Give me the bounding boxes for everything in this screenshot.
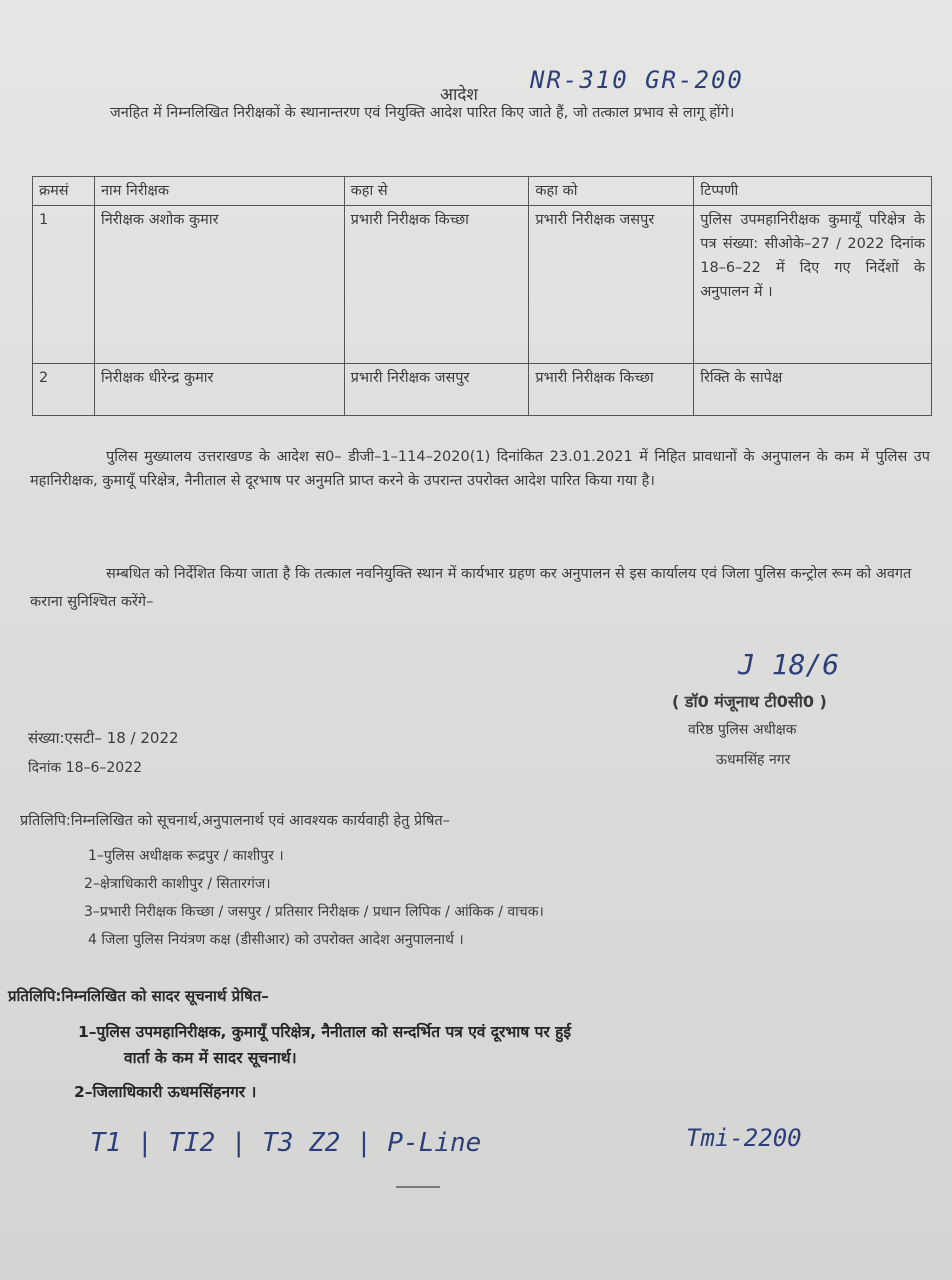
handwritten-reference: NR-310 GR-200 [530,66,744,94]
header-remark: टिप्पणी [694,177,932,206]
handwritten-note: Tmi-2200 [686,1124,802,1152]
cell-remark: पुलिस उपमहानिरीक्षक कुमायूँ परिक्षेत्र के पत्र संख्या: सीओके–27 / 2022 दिनांक 18–6–22 में दिए गए निर्देशों के अनुपालन में । [694,206,932,364]
signatory-place: ऊधमसिंह नगर [716,752,791,768]
cell-to: प्रभारी निरीक्षक किच्छा [529,364,694,416]
header-sn: क्रमसं [33,177,95,206]
cell-name: निरीक्षक अशोक कुमार [94,206,344,364]
list-item: वार्ता के कम में सादर सूचनार्थ। [124,1049,297,1067]
signatory-name: ( डॉ0 मंजूनाथ टी0सी0 ) [672,692,827,711]
signatory-designation: वरिष्ठ पुलिस अधीक्षक [688,722,797,738]
list-item: 2–जिलाधिकारी ऊधमसिंहनगर । [74,1083,257,1101]
table-row [33,364,932,416]
list-item: 3–प्रभारी निरीक्षक किच्छा / जसपुर / प्रतिसार निरीक्षक / प्रधान लिपिक / आंकिक / वाचक। [84,904,544,920]
order-title: आदेश [440,85,478,105]
divider [396,1186,440,1188]
respectful-copy-heading: प्रतिलिपि:निम्नलिखित को सादर सूचनार्थ प्रेषित– [8,987,269,1005]
cell-name: निरीक्षक धीरेन्द्र कुमार [94,364,344,416]
list-item: 4 जिला पुलिस नियंत्रण कक्ष (डीसीआर) को उपरोक्त आदेश अनुपालनार्थ । [88,932,464,948]
cell-from: प्रभारी निरीक्षक जसपुर [344,364,529,416]
transfer-table [32,176,932,416]
cell-remark: रिक्ति के सापेक्ष [694,364,932,416]
signature-initial: J 18/6 [738,648,840,681]
reference-date: दिनांक 18–6–2022 [28,760,143,776]
copy-list-heading: प्रतिलिपि:निम्नलिखित को सूचनार्थ,अनुपालनार्थ एवं आवश्यक कार्यवाही हेतु प्रेषित– [20,813,450,829]
list-item: 2–क्षेत्राधिकारी काशीपुर / सितारगंज। [84,876,271,892]
reference-number: संख्या:एसटी– 18 / 2022 [28,729,179,747]
table-row [33,206,932,364]
header-name: नाम निरीक्षक [94,177,344,206]
list-item: 1–पुलिस उपमहानिरीक्षक, कुमायूँ परिक्षेत्र, नैनीताल को सन्दर्भित पत्र एवं दूरभाष पर हुई [78,1023,571,1041]
headquarters-paragraph: पुलिस मुख्यालय उत्तराखण्ड के आदेश स0– डीजी–1–114–2020(1) दिनांकित 23.01.2021 में निहित प्रावधानों के अनुपालन के कम में पुलिस उप महानिरीक्षक, कुमायूँ परिक्षेत्र, नैनीताल से दूरभाष पर अनुमति प्राप्त करने के उपरान्त उपरोक्त आदेश पारित किया गया है। [30,449,930,489]
handwritten-distribution: T1 | TI2 | T3 Z2 | P-Line [90,1128,482,1158]
cell-to: प्रभारी निरीक्षक जसपुर [529,206,694,364]
cell-from: प्रभारी निरीक्षक किच्छा [344,206,529,364]
table-header-row [33,177,932,206]
header-from: कहा से [344,177,529,206]
instruction-paragraph: सम्बधित को निर्देशित किया जाता है कि तत्काल नवनियुक्ति स्थान में कार्यभार ग्रहण कर अनुपालन से इस कार्यालय एवं जिला पुलिस कन्ट्रोल रूम को अवगत कराना सुनिश्चित करेंगे– [30,566,912,610]
cell-sn: 1 [33,206,95,364]
cell-sn: 2 [33,364,95,416]
header-to: कहा को [529,177,694,206]
intro-paragraph: जनहित में निम्नलिखित निरीक्षकों के स्थानान्तरण एवं नियुक्ति आदेश पारित किए जाते हैं, जो तत्काल प्रभाव से लागू होंगे। [110,105,735,121]
list-item: 1–पुलिस अधीक्षक रूद्रपुर / काशीपुर । [88,848,284,864]
